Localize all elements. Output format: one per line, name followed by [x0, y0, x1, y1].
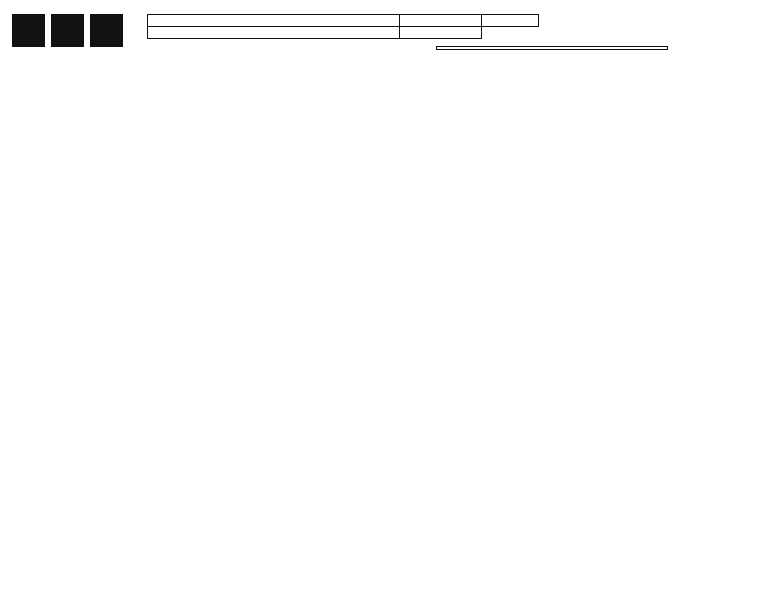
sexo-field[interactable]	[482, 15, 539, 27]
edad-field[interactable]	[400, 15, 482, 27]
centro-field[interactable]	[148, 27, 400, 39]
logo-letter-e	[12, 14, 45, 47]
nombre-field[interactable]	[148, 15, 400, 27]
ehs-logo	[12, 14, 123, 47]
header-table	[147, 14, 539, 39]
logo-letter-s	[90, 14, 123, 47]
answer-legend	[436, 46, 668, 50]
fecha-field[interactable]	[400, 27, 482, 39]
logo-letter-h	[51, 14, 84, 47]
empty-cell	[482, 27, 539, 39]
